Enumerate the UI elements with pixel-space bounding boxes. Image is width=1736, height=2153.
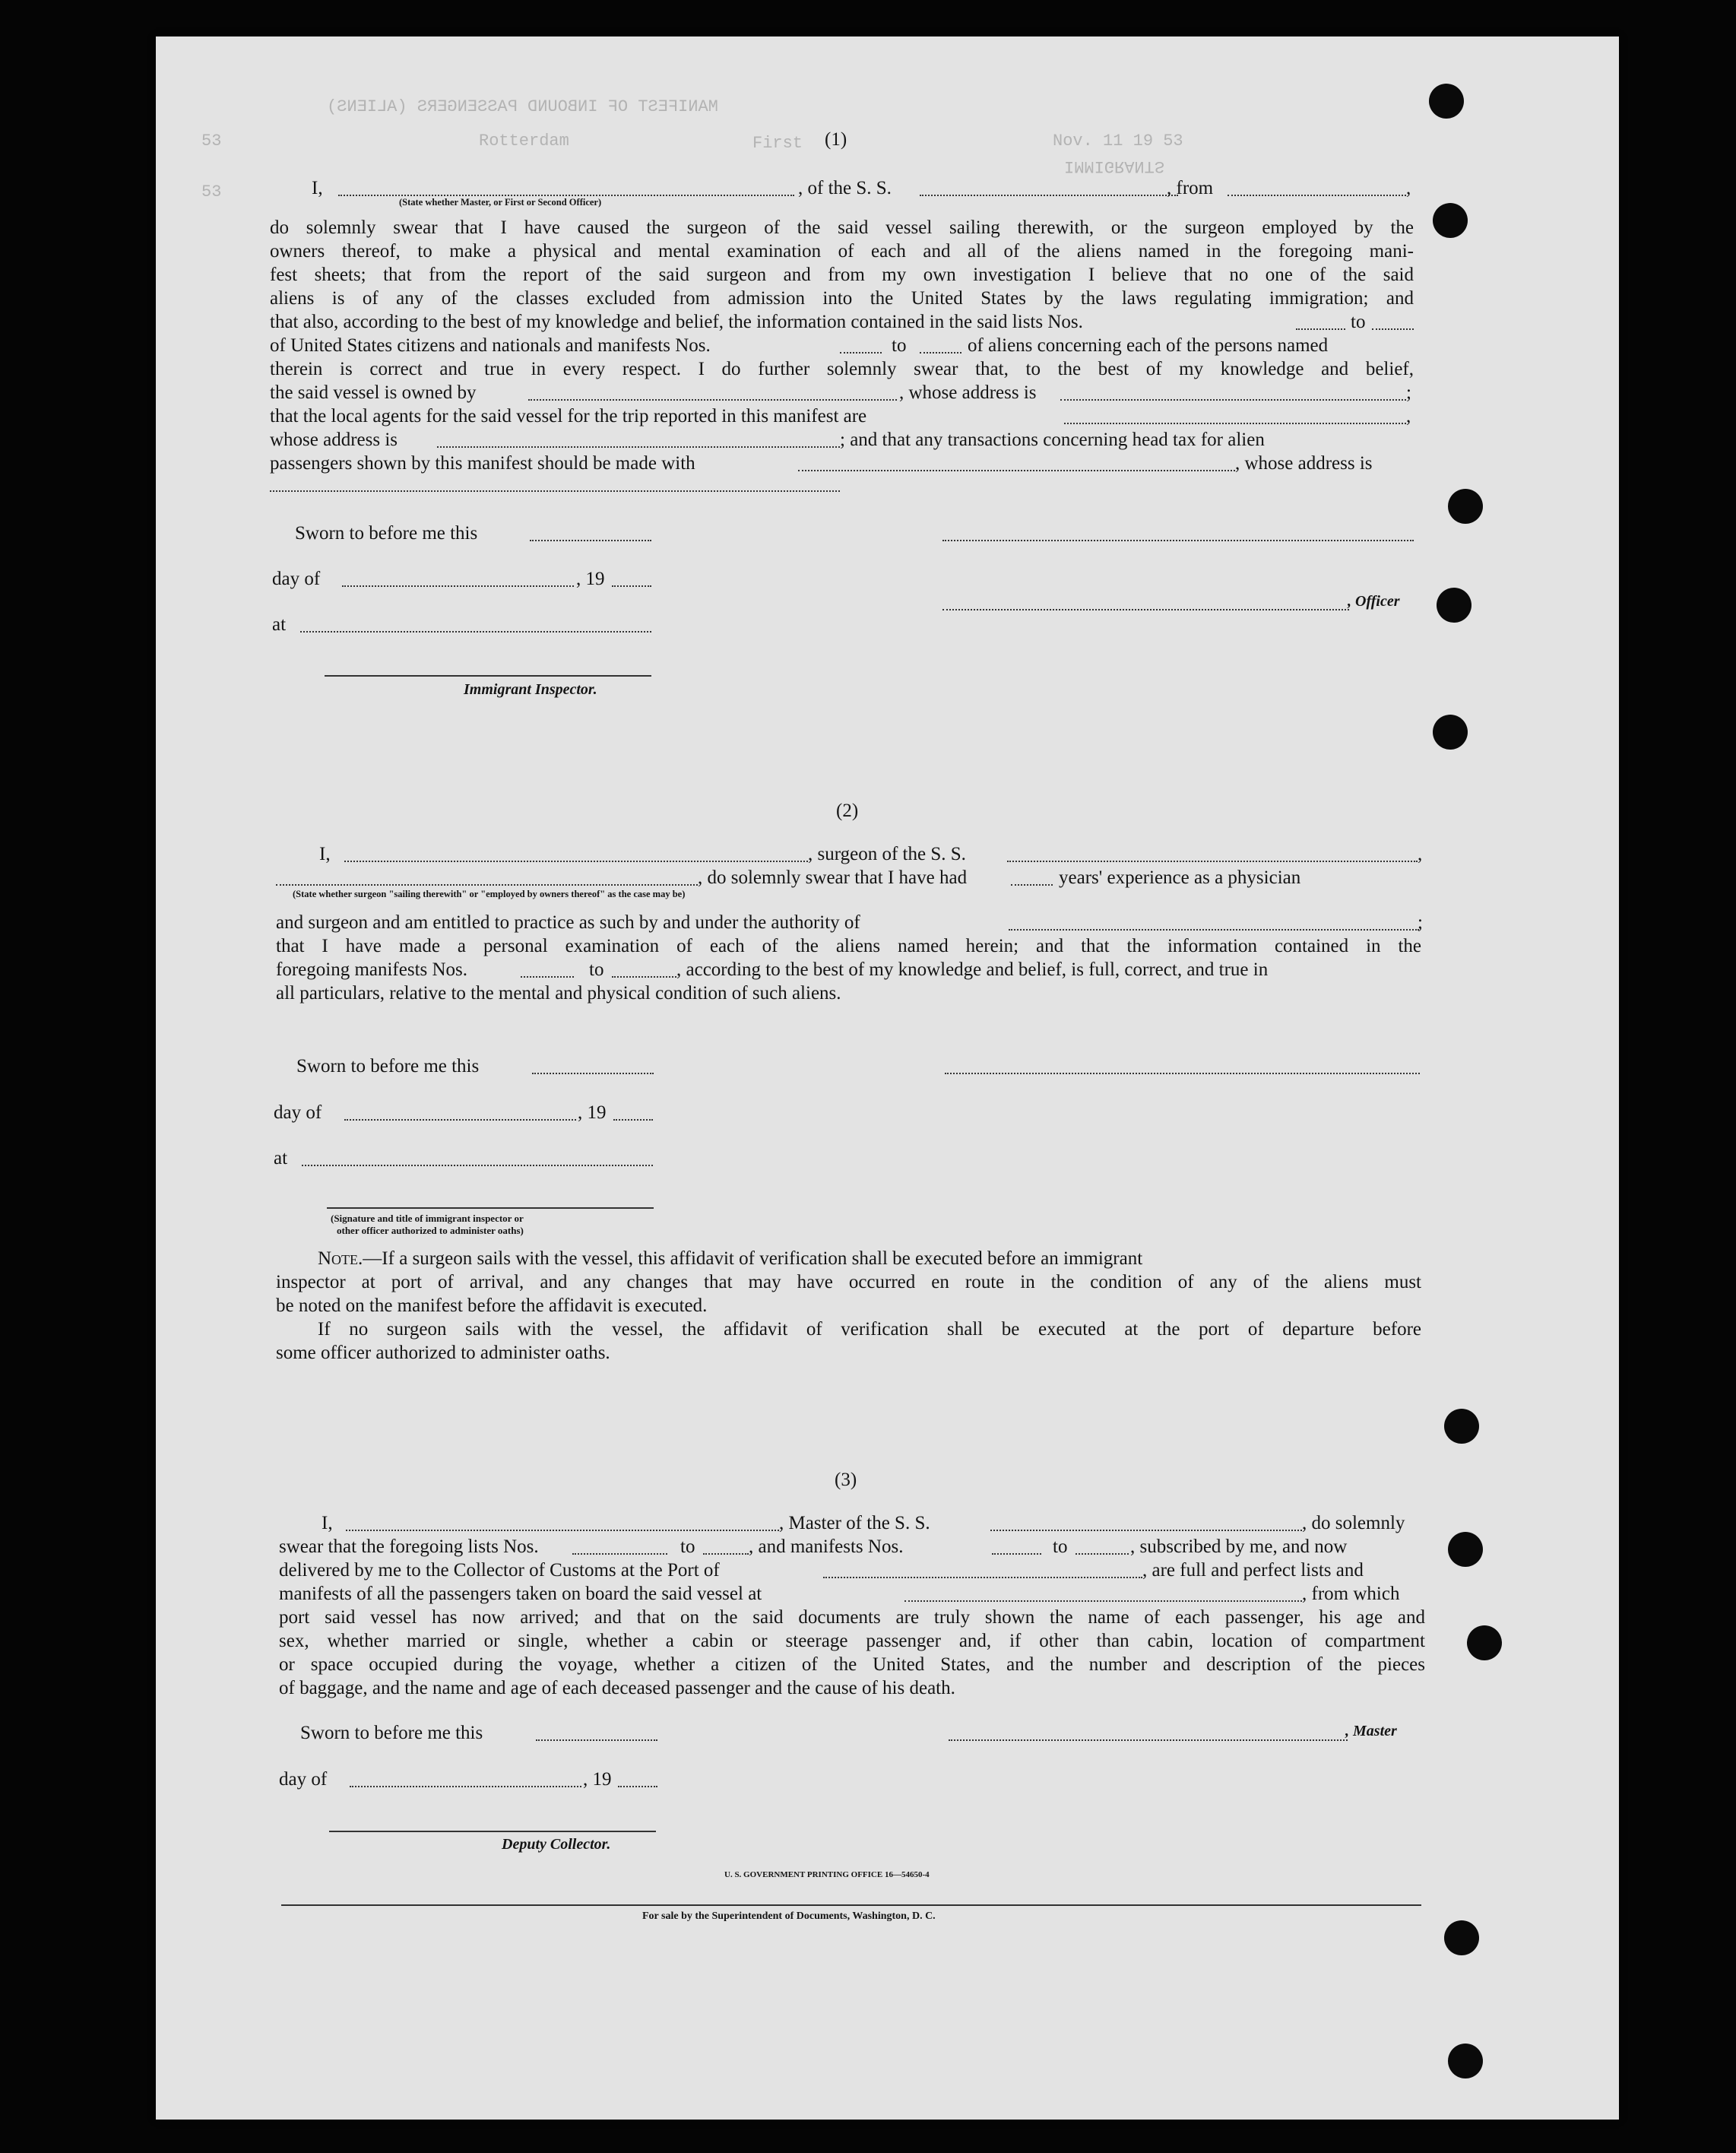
text: , are full and perfect lists and: [1142, 1560, 1364, 1581]
form-page: [156, 36, 1619, 2120]
field-caption: (State whether Master, or First or Second Officer): [399, 197, 602, 208]
punch-hole: [1444, 1920, 1479, 1955]
text: ;: [1418, 912, 1423, 933]
blank-line: [338, 195, 794, 196]
text: foregoing manifests Nos.: [276, 959, 468, 980]
blank-line: [302, 1165, 653, 1166]
blank-line: [798, 470, 1235, 471]
text: Sworn to before me this: [296, 1056, 480, 1076]
text: of aliens concerning each of the persons named: [968, 335, 1329, 356]
text: I,: [319, 844, 331, 864]
text: ,: [1406, 406, 1411, 426]
signature-line: [942, 540, 1414, 541]
signature-caption: other officer authorized to administer oaths): [337, 1225, 524, 1236]
signature-line: [949, 1739, 1348, 1741]
text: , of the S. S.: [798, 178, 892, 198]
bleed-through-stamp: 53: [201, 182, 222, 201]
blank-line: [1007, 861, 1418, 862]
text: passengers shown by this manifest should be made with: [270, 453, 695, 474]
text: , 19: [576, 569, 605, 589]
paragraph-line: owners thereof, to make a physical and mental examination of each and all of the aliens named in the foregoing mani-: [270, 241, 1414, 262]
text: and surgeon and am entitled to practice as such by and under the authority of: [276, 912, 860, 933]
note-line: inspector at port of arrival, and any changes that may have occurred en route in the condition of any of the aliens must: [276, 1272, 1421, 1292]
text: to: [589, 959, 604, 980]
text: Sworn to before me this: [295, 523, 478, 544]
blank-line: [703, 1553, 749, 1555]
text: I,: [322, 1513, 333, 1533]
text: , whose address is: [1235, 453, 1373, 474]
note-text: —If a surgeon sails with the vessel, this affidavit of verification shall be executed before an immigrant: [363, 1248, 1143, 1269]
blank-line: [618, 1786, 657, 1787]
blank-line: [344, 861, 808, 862]
text: to: [1351, 312, 1366, 332]
blank-line: [521, 976, 574, 978]
blank-line: [990, 1530, 1302, 1531]
text: I,: [312, 178, 323, 198]
blank-line: [344, 1119, 576, 1121]
note-line: If no surgeon sails with the vessel, the affidavit of verification shall be executed at the port of departure before: [318, 1319, 1421, 1340]
paragraph-line: of baggage, and the name and age of each deceased passenger and the cause of his death.: [279, 1678, 955, 1698]
bleed-through-stamp: 53: [201, 132, 222, 151]
note: [318, 1247, 1142, 1270]
text: ;: [1406, 382, 1411, 403]
signature-line: [942, 609, 1349, 610]
blank-line: [536, 1739, 657, 1741]
blank-line: [613, 1119, 653, 1121]
punch-hole: [1433, 715, 1468, 750]
printer-imprint: U. S. GOVERNMENT PRINTING OFFICE 16—54650-4: [724, 1870, 930, 1879]
signature-caption: Immigrant Inspector.: [464, 681, 597, 698]
text: , do solemnly swear that I have had: [698, 867, 968, 888]
note-line: be noted on the manifest before the affidavit is executed.: [276, 1295, 708, 1316]
text: , Master of the S. S.: [779, 1513, 930, 1533]
blank-line: [840, 352, 882, 354]
punch-hole: [1433, 203, 1468, 238]
punch-hole: [1467, 1625, 1502, 1660]
text: day of: [279, 1769, 328, 1790]
blank-line: [1228, 195, 1406, 196]
bleed-through-stamp: MANIFEST OF INBOUND PASSENGERS (ALIENS): [327, 97, 718, 116]
text: all particulars, relative to the mental and physical condition of such aliens.: [276, 983, 841, 1004]
blank-line: [270, 490, 840, 492]
blank-line: [342, 585, 574, 587]
blank-line: [1075, 1553, 1129, 1555]
blank-line: [572, 1553, 667, 1555]
blank-line: [920, 352, 961, 354]
text: ; and that any transactions concerning head tax for alien: [840, 430, 1265, 450]
text: that the local agents for the said vessel for the trip reported in this manifest are: [270, 406, 867, 426]
blank-line: [823, 1577, 1142, 1578]
paragraph-line: do solemnly swear that I have caused the surgeon of the said vessel sailing therewith, or the surgeon employed by the: [270, 217, 1414, 238]
text: at: [274, 1148, 288, 1168]
text: to: [1053, 1536, 1068, 1557]
section-number: (3): [835, 1470, 857, 1490]
paragraph-line: therein is correct and true in every respect. I do further solemnly swear that, to the best of my knowledge and belief,: [270, 359, 1414, 379]
text: , from: [1167, 178, 1214, 198]
punch-hole: [1448, 2044, 1483, 2078]
note-label: Note.: [318, 1248, 363, 1269]
text: , from which: [1302, 1584, 1400, 1604]
signature-line: [325, 675, 651, 677]
text: the said vessel is owned by: [270, 382, 477, 403]
section-number: (2): [836, 801, 859, 821]
blank-line: [612, 585, 651, 587]
text: to: [680, 1536, 695, 1557]
blank-line: [530, 540, 651, 541]
paragraph-line: port said vessel has now arrived; and that on the said documents are truly shown the name of each passenger, his age and: [279, 1607, 1425, 1628]
signature-line: [327, 1207, 654, 1209]
punch-hole: [1437, 588, 1471, 623]
blank-line: [1372, 328, 1414, 330]
officer-label: , Officer: [1348, 593, 1400, 610]
text: of United States citizens and nationals and manifests Nos.: [270, 335, 711, 356]
text: whose address is: [270, 430, 398, 450]
text: that also, according to the best of my knowledge and belief, the information contained in the said lists Nos.: [270, 312, 1083, 332]
text: years' experience as a physician: [1059, 867, 1301, 888]
master-label: , Master: [1345, 1723, 1397, 1739]
punch-hole: [1444, 1409, 1479, 1444]
punch-hole: [1448, 489, 1483, 524]
field-caption: (State whether surgeon "sailing therewith" or "employed by owners thereof" as the case may be): [293, 889, 686, 899]
text: day of: [272, 569, 321, 589]
punch-hole: [1448, 1532, 1483, 1567]
blank-line: [300, 631, 651, 633]
blank-line: [1296, 328, 1345, 330]
bleed-through-stamp: First: [752, 134, 803, 153]
blank-line: [276, 884, 698, 886]
text: at: [272, 614, 287, 635]
blank-line: [904, 1600, 1302, 1602]
text: , surgeon of the S. S.: [808, 844, 966, 864]
paragraph-line: that I have made a personal examination of each of the aliens named herein; and that the information contained in the: [276, 936, 1421, 956]
blank-line: [1011, 884, 1053, 886]
blank-line: [1009, 929, 1419, 931]
punch-hole: [1429, 84, 1464, 119]
bleed-through-stamp: Nov. 11 19 53: [1053, 132, 1183, 151]
text: day of: [274, 1102, 322, 1123]
paragraph-line: or space occupied during the voyage, whether a citizen of the United States, and the number and description of the pieces: [279, 1654, 1425, 1675]
sale-notice: For sale by the Superintendent of Documents, Washington, D. C.: [642, 1910, 936, 1922]
text: , whose address is: [899, 382, 1037, 403]
blank-line: [1060, 399, 1406, 401]
bleed-through-stamp: Rotterdam: [479, 132, 569, 151]
paragraph-line: fest sheets; that from the report of the said surgeon and from my own investigation I believe that no one of the said: [270, 265, 1414, 285]
text: , subscribed by me, and now: [1130, 1536, 1348, 1557]
text: ,: [1418, 844, 1423, 864]
text: Sworn to before me this: [300, 1723, 483, 1743]
text: , 19: [583, 1769, 612, 1790]
note-line: some officer authorized to administer oaths.: [276, 1343, 610, 1363]
signature-caption: Deputy Collector.: [502, 1836, 611, 1853]
blank-line: [350, 1786, 581, 1787]
text: , according to the best of my knowledge and belief, is full, correct, and true in: [676, 959, 1269, 980]
blank-line: [532, 1073, 654, 1074]
paragraph-line: aliens is of any of the classes excluded from admission into the United States by the laws regulating immigration; and: [270, 288, 1414, 309]
text: manifests of all the passengers taken on board the said vessel at: [279, 1584, 762, 1604]
text: ,: [1406, 178, 1411, 198]
text: to: [892, 335, 907, 356]
signature-line: [329, 1831, 656, 1832]
section-number: (1): [825, 129, 847, 150]
text: delivered by me to the Collector of Customs at the Port of: [279, 1560, 720, 1581]
text: swear that the foregoing lists Nos.: [279, 1536, 539, 1557]
bleed-through-stamp: IMMIGRANTS: [1064, 157, 1165, 176]
blank-line: [1064, 423, 1406, 424]
blank-line: [528, 399, 897, 401]
blank-line: [612, 976, 676, 978]
blank-line: [346, 1530, 779, 1531]
blank-line: [920, 195, 1178, 196]
signature-line: [945, 1073, 1420, 1074]
blank-line: [437, 446, 840, 448]
blank-line: [992, 1553, 1041, 1555]
paragraph-line: sex, whether married or single, whether a cabin or steerage passenger and, if other than cabin, location of compartment: [279, 1631, 1425, 1651]
text: , and manifests Nos.: [749, 1536, 904, 1557]
text: , do solemnly: [1302, 1513, 1405, 1533]
text: , 19: [578, 1102, 607, 1123]
signature-caption: (Signature and title of immigrant inspector or: [331, 1213, 524, 1224]
footer-rule: [281, 1904, 1421, 1906]
